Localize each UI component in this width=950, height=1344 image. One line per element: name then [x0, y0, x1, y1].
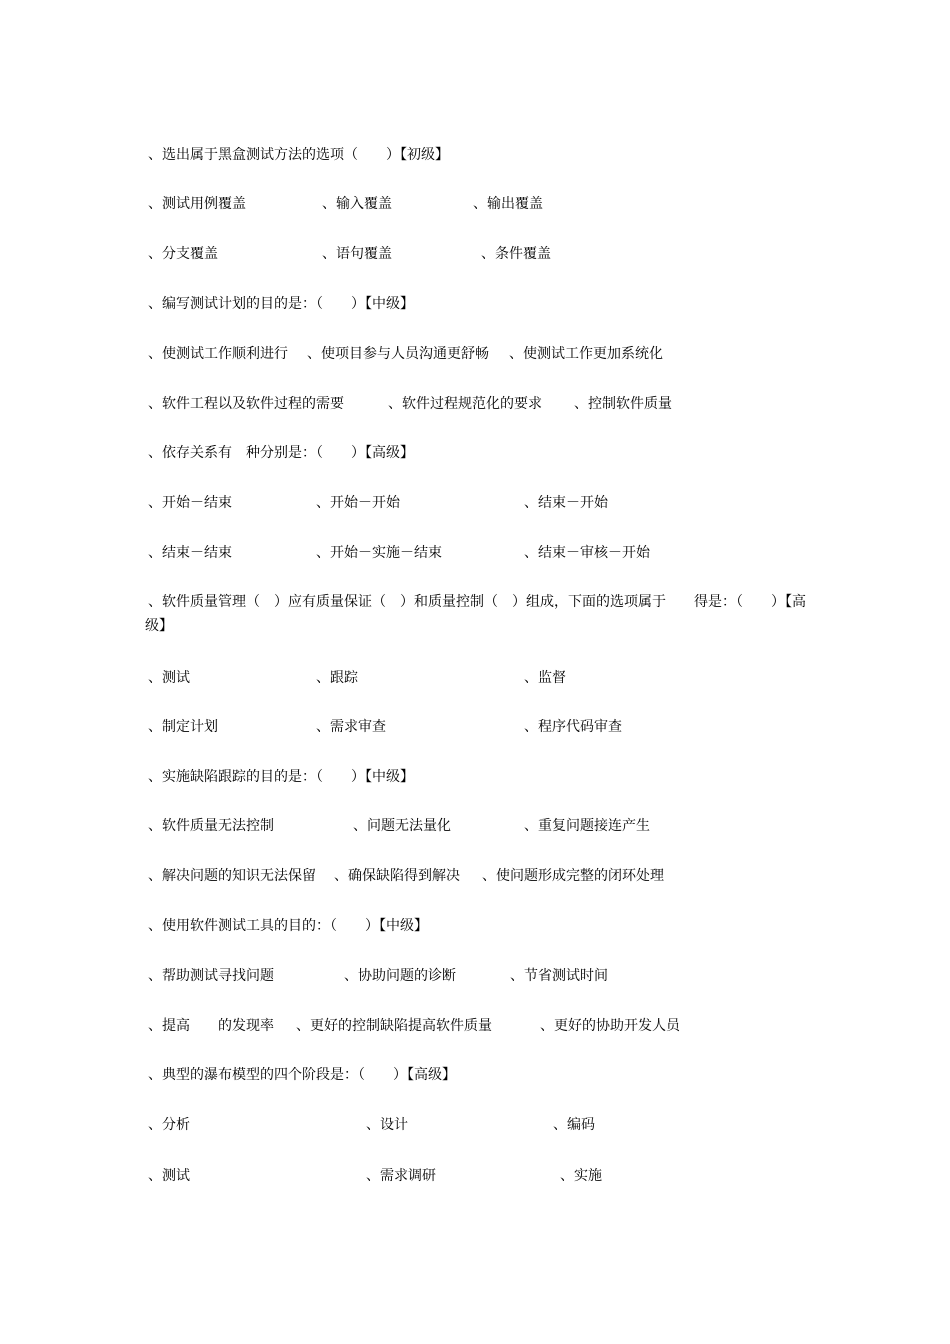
option: 、开始－实施－结束: [316, 545, 442, 561]
question-4: 、软件质量管理（ ）应有质量保证（ ）和质量控制（ ）组成，下面的选项属于 得是：（ ）【高级】: [145, 594, 806, 634]
option: 、节省测试时间: [510, 968, 608, 984]
option: 、使问题形成完整的闭环处理: [482, 868, 664, 884]
option: 、开始－开始: [316, 495, 400, 511]
option-row: [148, 395, 848, 413]
option: 、使测试工作顺利进行: [148, 346, 288, 362]
option-row: [148, 718, 848, 736]
option: 、开始－结束: [148, 495, 232, 511]
question-5: 、实施缺陷跟踪的目的是：（ ）【中级】: [148, 769, 414, 785]
option: 、制定计划: [148, 719, 218, 735]
option-row: [148, 494, 848, 512]
option: 、软件质量无法控制: [148, 818, 274, 834]
option: 、实施: [560, 1168, 602, 1184]
option-row: [148, 345, 848, 363]
option: 、输出覆盖: [473, 196, 543, 212]
option: 、帮助测试寻找问题: [148, 968, 274, 984]
option: 、更好的控制缺陷提高软件质量: [296, 1018, 492, 1034]
option: 、编码: [553, 1117, 595, 1133]
option: 、使项目参与人员沟通更舒畅: [307, 346, 489, 362]
option: 、测试: [148, 670, 190, 686]
option: 、结束－审核－开始: [524, 545, 650, 561]
option: 、确保缺陷得到解决: [334, 868, 460, 884]
option: 、控制软件质量: [574, 396, 672, 412]
option-row: [148, 967, 848, 985]
question-3: 、依存关系有 种分别是：（ ）【高级】: [148, 445, 414, 461]
option-row: [148, 1167, 848, 1185]
option: 、分支覆盖: [148, 246, 218, 262]
option: 、条件覆盖: [481, 246, 551, 262]
option: 、监督: [524, 670, 566, 686]
option: 、程序代码审查: [524, 719, 622, 735]
option: 、重复问题接连产生: [524, 818, 650, 834]
option: 、协助问题的诊断: [344, 968, 456, 984]
option-row: [148, 1116, 848, 1134]
question-7: 、典型的瀑布模型的四个阶段是：（ ）【高级】: [148, 1067, 456, 1083]
option: 、结束－开始: [524, 495, 608, 511]
option-row: [148, 245, 848, 263]
option: 、输入覆盖: [322, 196, 392, 212]
option-row: [148, 1017, 848, 1035]
option: 、跟踪: [316, 670, 358, 686]
option: 、更好的协助开发人员: [540, 1018, 680, 1034]
option: 、软件过程规范化的要求: [388, 396, 542, 412]
option: 、测试用例覆盖: [148, 196, 246, 212]
option: 、问题无法量化: [353, 818, 451, 834]
question-6: 、使用软件测试工具的目的：（ ）【中级】: [148, 918, 428, 934]
option-row: [148, 867, 848, 885]
option: 、提高 的发现率: [148, 1018, 274, 1034]
option: 、分析: [148, 1117, 190, 1133]
option: 、测试: [148, 1168, 190, 1184]
option: 、结束－结束: [148, 545, 232, 561]
option-row: [148, 817, 848, 835]
option: 、软件工程以及软件过程的需要: [148, 396, 344, 412]
option-row: [148, 544, 848, 562]
option: 、使测试工作更加系统化: [509, 346, 663, 362]
option-row: [148, 669, 848, 687]
option: 、需求调研: [366, 1168, 436, 1184]
option: 、设计: [366, 1117, 408, 1133]
option-row: [148, 195, 848, 213]
option: 、解决问题的知识无法保留: [148, 868, 316, 884]
option: 、语句覆盖: [322, 246, 392, 262]
question-2: 、编写测试计划的目的是：（ ）【中级】: [148, 296, 414, 312]
question-1: 、选出属于黑盒测试方法的选项（ ）【初级】: [148, 147, 449, 163]
option: 、需求审查: [316, 719, 386, 735]
